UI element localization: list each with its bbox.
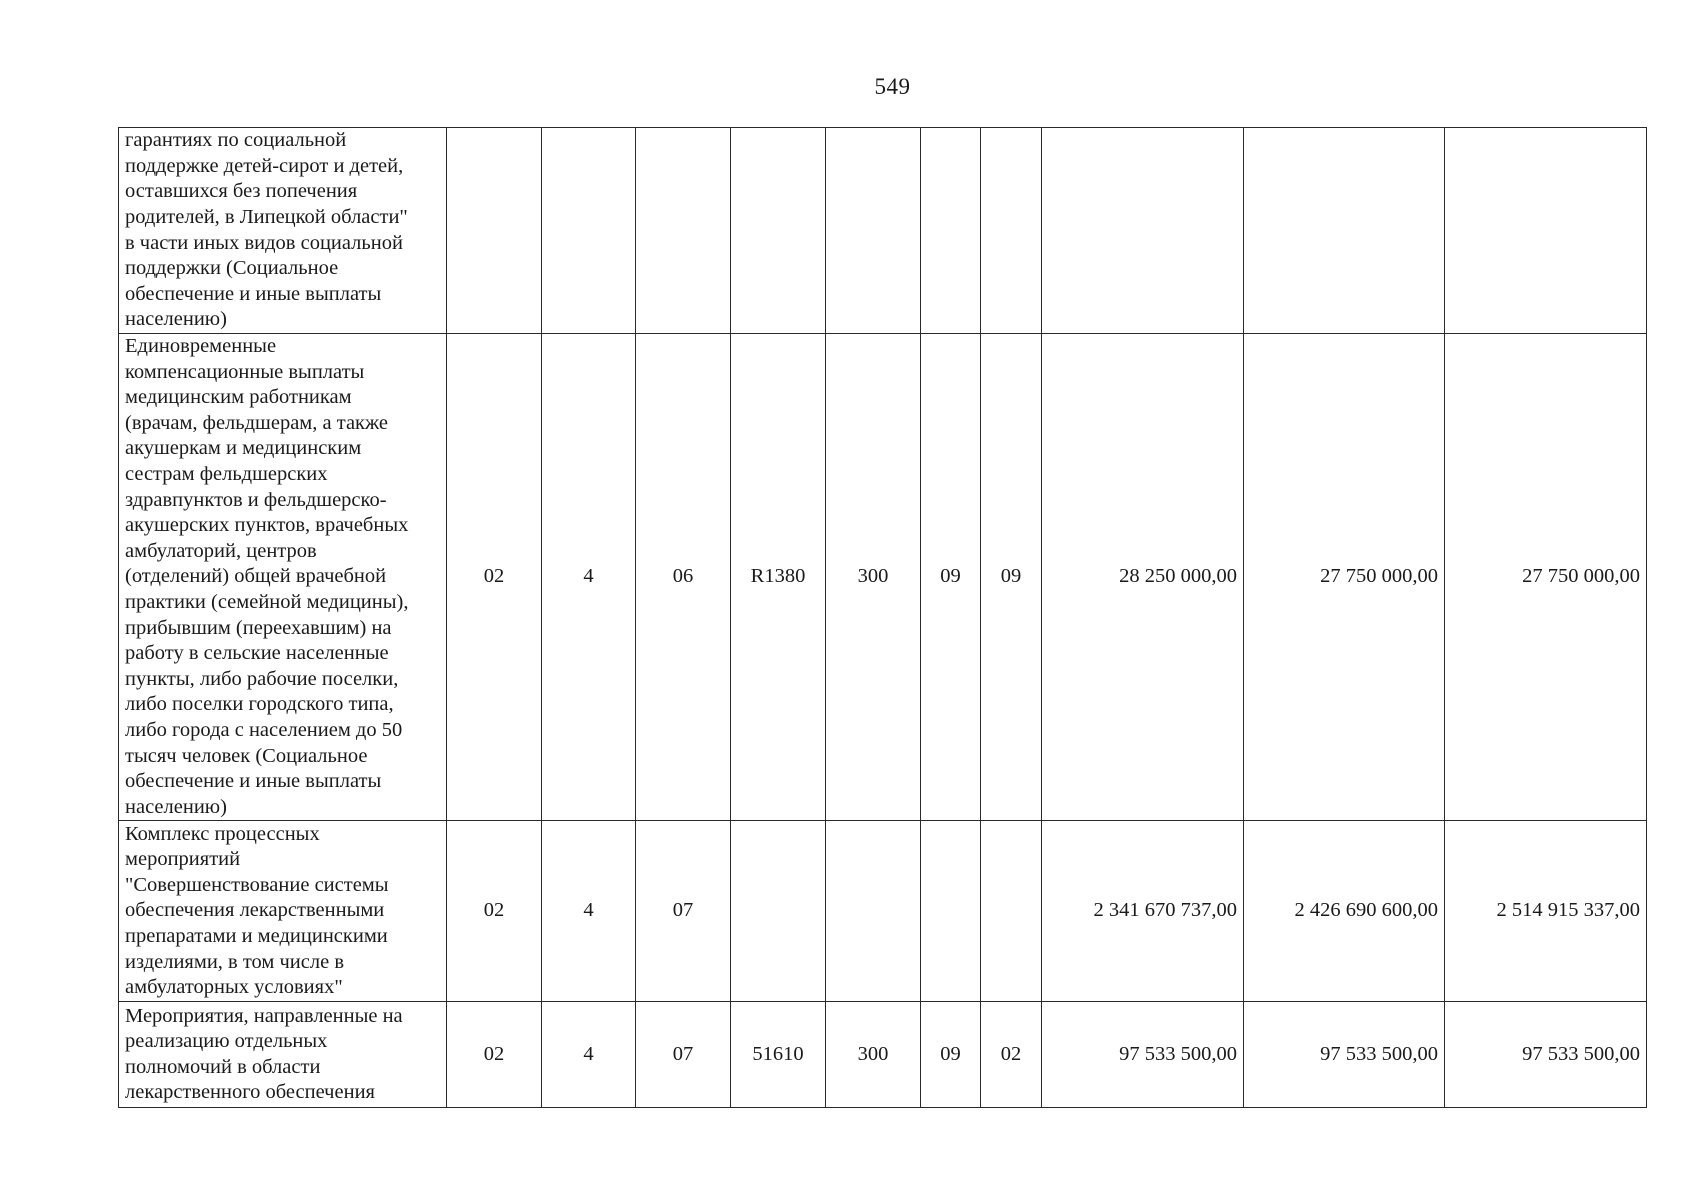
subdepartment-code-cell: 02 (981, 1002, 1042, 1108)
program-code-cell (636, 128, 731, 334)
description-line: амбулаторных условиях" (125, 976, 343, 999)
subsection-code-cell: 4 (542, 821, 636, 1002)
description-cell (119, 1002, 447, 1108)
table-row (119, 334, 1647, 821)
department-code-cell: 09 (921, 1002, 981, 1108)
expense-type-cell (826, 128, 921, 334)
description-line: работу в сельские населенные (125, 642, 389, 665)
department-code-cell: 09 (921, 334, 981, 821)
description-line: изделиями, в том числе в (125, 950, 345, 973)
subsection-code-cell: 4 (542, 1002, 636, 1108)
target-code-cell (731, 821, 826, 1002)
amount-year1-cell (1042, 128, 1244, 334)
amount-year3-cell: 97 533 500,00 (1445, 1002, 1647, 1108)
subdepartment-code-cell (981, 128, 1042, 334)
description-line: Мероприятия, направленные на (125, 1004, 403, 1027)
description-line: сестрам фельдшерских (125, 462, 328, 485)
target-code-cell (731, 128, 826, 334)
description-line: мероприятий (125, 848, 241, 871)
description-line: Единовременные (125, 335, 277, 357)
description-line: пункты, либо рабочие поселки, (125, 667, 399, 690)
description-cell (119, 128, 447, 334)
amount-year2-cell: 27 750 000,00 (1244, 334, 1445, 821)
description-line: обеспечение и иные выплаты (125, 282, 382, 305)
subdepartment-code-cell: 09 (981, 334, 1042, 821)
description-line: акушерских пунктов, врачебных (125, 514, 409, 537)
budget-table (118, 127, 1647, 1108)
amount-year2-cell (1244, 128, 1445, 334)
description-line: прибывшим (переехавшим) на (125, 616, 392, 639)
description-line: поддержке детей-сирот и детей, (125, 154, 404, 177)
table-row (119, 128, 1647, 334)
section-code-cell (447, 128, 542, 334)
target-code-cell: 51610 (731, 1002, 826, 1108)
section-code-cell: 02 (447, 821, 542, 1002)
amount-year1-cell: 2 341 670 737,00 (1042, 821, 1244, 1002)
description-line: амбулаторий, центров (125, 539, 317, 562)
target-code-cell: R1380 (731, 334, 826, 821)
subsection-code-cell (542, 128, 636, 334)
expense-type-cell: 300 (826, 334, 921, 821)
table-body (119, 128, 1647, 1108)
description-line: реализацию отдельных (125, 1030, 328, 1053)
amount-year3-cell (1445, 128, 1647, 334)
description-line: препаратами и медицинскими (125, 925, 388, 948)
description-line: практики (семейной медицины), (125, 590, 409, 613)
amount-year2-cell: 2 426 690 600,00 (1244, 821, 1445, 1002)
description-line: оставшихся без попечения (125, 180, 358, 203)
description-line: поддержки (Социальное (125, 257, 339, 280)
section-code-cell: 02 (447, 334, 542, 821)
description-line: акушеркам и медицинским (125, 437, 362, 460)
description-line: (врачам, фельдшерам, а также (125, 411, 388, 434)
amount-year1-cell: 97 533 500,00 (1042, 1002, 1244, 1108)
description-line: лекарственного обеспечения (125, 1081, 375, 1104)
description-line: "Совершенствование системы (125, 873, 389, 896)
description-line: обеспечение и иные выплаты (125, 770, 382, 793)
amount-year3-cell: 27 750 000,00 (1445, 334, 1647, 821)
description-line: гарантиях по социальной (125, 129, 347, 152)
description-line: тысяч человек (Социальное (125, 744, 368, 767)
description-line: в части иных видов социальной (125, 231, 403, 254)
program-code-cell: 07 (636, 1002, 731, 1108)
section-code-cell: 02 (447, 1002, 542, 1108)
program-code-cell: 06 (636, 334, 731, 821)
amount-year2-cell: 97 533 500,00 (1244, 1002, 1445, 1108)
expense-type-cell (826, 821, 921, 1002)
description-cell (119, 821, 447, 1002)
amount-year3-cell: 2 514 915 337,00 (1445, 821, 1647, 1002)
amount-year1-cell: 28 250 000,00 (1042, 334, 1244, 821)
description-line: родителей, в Липецкой области" (125, 205, 408, 228)
description-line: полномочий в области (125, 1055, 321, 1078)
subsection-code-cell: 4 (542, 334, 636, 821)
description-line: здравпунктов и фельдшерско- (125, 488, 387, 511)
department-code-cell (921, 821, 981, 1002)
description-line: обеспечения лекарственными (125, 899, 385, 922)
expense-type-cell: 300 (826, 1002, 921, 1108)
department-code-cell (921, 128, 981, 334)
description-line: населению) (125, 795, 227, 818)
description-line: Комплекс процессных (125, 822, 320, 845)
description-line: либо поселки городского типа, (125, 693, 394, 716)
description-line: (отделений) общей врачебной (125, 565, 387, 588)
description-line: населению) (125, 308, 227, 331)
table-row (119, 1002, 1647, 1108)
description-line: медицинским работникам (125, 386, 352, 409)
page-number: 549 (874, 74, 911, 99)
program-code-cell: 07 (636, 821, 731, 1002)
table-row (119, 821, 1647, 1002)
subdepartment-code-cell (981, 821, 1042, 1002)
description-line: компенсационные выплаты (125, 360, 365, 383)
description-line: либо города с населением до 50 (125, 718, 403, 741)
description-cell (119, 334, 447, 821)
